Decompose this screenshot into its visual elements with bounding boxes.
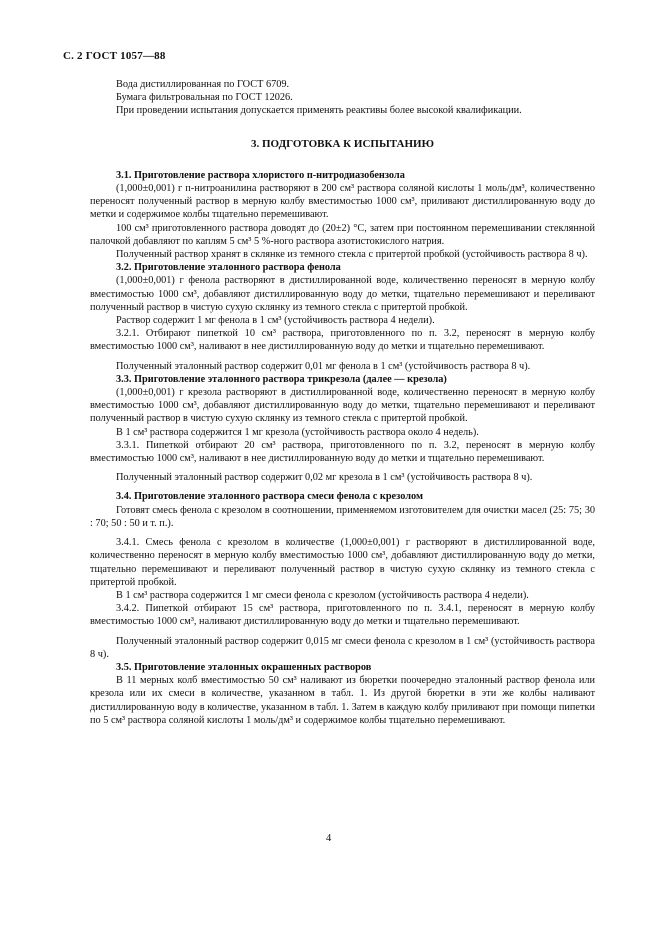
paragraph: 3.4.2. Пипеткой отбирают 15 см³ раствора, приготовленного по п. 3.4.1, переносят в мерную колбу вместимостью 1000 см³, наливают дистиллированную воду до метки и тщательно перемешивают. — [90, 603, 595, 628]
subsection-title-3-2: 3.2. Приготовление эталонного раствора фенола — [116, 262, 341, 274]
paragraph: (1,000±0,001) г п-нитроанилина растворяют в 200 см³ раствора соляной кислоты 1 моль/дм³, количественно переносят полученный раствор в мерную колбу вместимостью 1000 см³, приливают дистиллированную воду до метки и содержимое колбы тщательно перемешивают. — [90, 183, 595, 221]
paragraph: В 11 мерных колб вместимостью 50 см³ наливают из бюретки поочередно эталонный раствор фенола или крезола или их смеси в количестве, указанном в табл. 1. Из другой бюретки в эти же колбы наливают дистиллированную воду в количестве, указанном в табл. 1. Затем в каждую колбу приливают при помощи пипетки по 5 см³ раствора соляной кислоты 1 моль/дм³ и содержимое колбы тщательно перемешивают. — [90, 675, 595, 726]
subsection-title-3-4: 3.4. Приготовление эталонного раствора смеси фенола с крезолом — [116, 491, 423, 503]
paragraph: (1,000±0,001) г крезола растворяют в дистиллированной воде, количественно переносят в мерную колбу вместимостью 1000 см³, добавляют дистиллированную воду до метки, тщательно перемешивают и переливают полученный раствор в чистую сухую склянку из темного стекла с притертой пробкой. — [90, 387, 595, 425]
paragraph: 3.4.1. Смесь фенола с крезолом в количестве (1,000±0,001) г растворяют в дистиллированной воде, количественно переносят в мерную колбу вместимостью 1000 см³, добавляют дистиллированную воду до метки, тщательно перемешивают и переливают полученный раствор в чистую сухую склянку из темного стекла с притертой пробкой. — [90, 537, 595, 588]
intro-line: Вода дистиллированная по ГОСТ 6709. — [116, 79, 290, 90]
paragraph: Полученный эталонный раствор содержит 0,015 мг смеси фенола с крезолом в 1 см³ (устойчивость раствора 8 ч). — [90, 635, 595, 660]
intro-line: Бумага фильтровальная по ГОСТ 12026. — [116, 92, 293, 104]
document-body — [90, 78, 595, 727]
paragraph: Готовят смесь фенола с крезолом в соотношении, применяемом изготовителем для очистки масел (25: 75; 30 : 70; 50 : 50 и т. п.). — [90, 504, 595, 529]
page-number: 4 — [326, 833, 332, 844]
paragraph: 100 см³ приготовленного раствора доводят до (20±2) °С, затем при постоянном перемешивании стеклянной палочкой добавляют по каплям 5 см³ 5 %-ного раствора азотистокислого натрия. — [90, 222, 595, 247]
subsection-title-3-5: 3.5. Приготовление эталонных окрашенных растворов — [116, 661, 372, 673]
paragraph: Полученный эталонный раствор содержит 0,01 мг фенола в 1 см³ (устойчивость раствора 8 ч). — [116, 360, 531, 372]
paragraph: Полученный раствор хранят в склянке из темного стекла с притертой пробкой (устойчивость раствора 8 ч). — [116, 249, 588, 261]
paragraph: В 1 см³ раствора содержится 1 мг смеси фенола с крезолом (устойчивость раствора 4 недели). — [116, 589, 529, 601]
paragraph: В 1 см³ раствора содержится 1 мг крезола (устойчивость раствора около 4 недель). — [116, 426, 479, 438]
section-title: 3. ПОДГОТОВКА К ИСПЫТАНИЮ — [251, 137, 434, 150]
paragraph: 3.2.1. Отбирают пипеткой 10 см³ раствора, приготовленного по п. 3.2, переносят в мерную колбу вместимостью 1000 см³, наливают в нее дистиллированную воду до метки и тщательно перемешивают. — [90, 328, 595, 353]
page-header: С. 2 ГОСТ 1057—88 — [63, 50, 166, 62]
paragraph: (1,000±0,001) г фенола растворяют в дистиллированной воде, количественно переносят в мерную колбу вместимостью 1000 см³, добавляют дистиллированную воду до метки, тщательно перемешивают и переливают полученный раствор в чистую сухую склянку из темного стекла с притертой пробкой. — [90, 275, 595, 313]
subsection-title-3-1: 3.1. Приготовление раствора хлористого п-нитродиазобензола — [116, 169, 405, 181]
intro-line: При проведении испытания допускается применять реактивы более высокой квалификации. — [116, 105, 522, 117]
paragraph: Полученный эталонный раствор содержит 0,02 мг крезола в 1 см³ (устойчивость раствора 8 ч). — [116, 472, 533, 484]
subsection-title-3-3: 3.3. Приготовление эталонного раствора трикрезола (далее — крезола) — [116, 373, 447, 385]
paragraph: Раствор содержит 1 мг фенола в 1 см³ (устойчивость раствора 4 недели). — [116, 315, 435, 327]
paragraph: 3.3.1. Пипеткой отбирают 20 см³ раствора, приготовленного по п. 3.2, переносят в мерную колбу вместимостью 1000 см³, наливают в нее дистиллированную воду до метки и тщательно перемешивают. — [90, 439, 595, 465]
